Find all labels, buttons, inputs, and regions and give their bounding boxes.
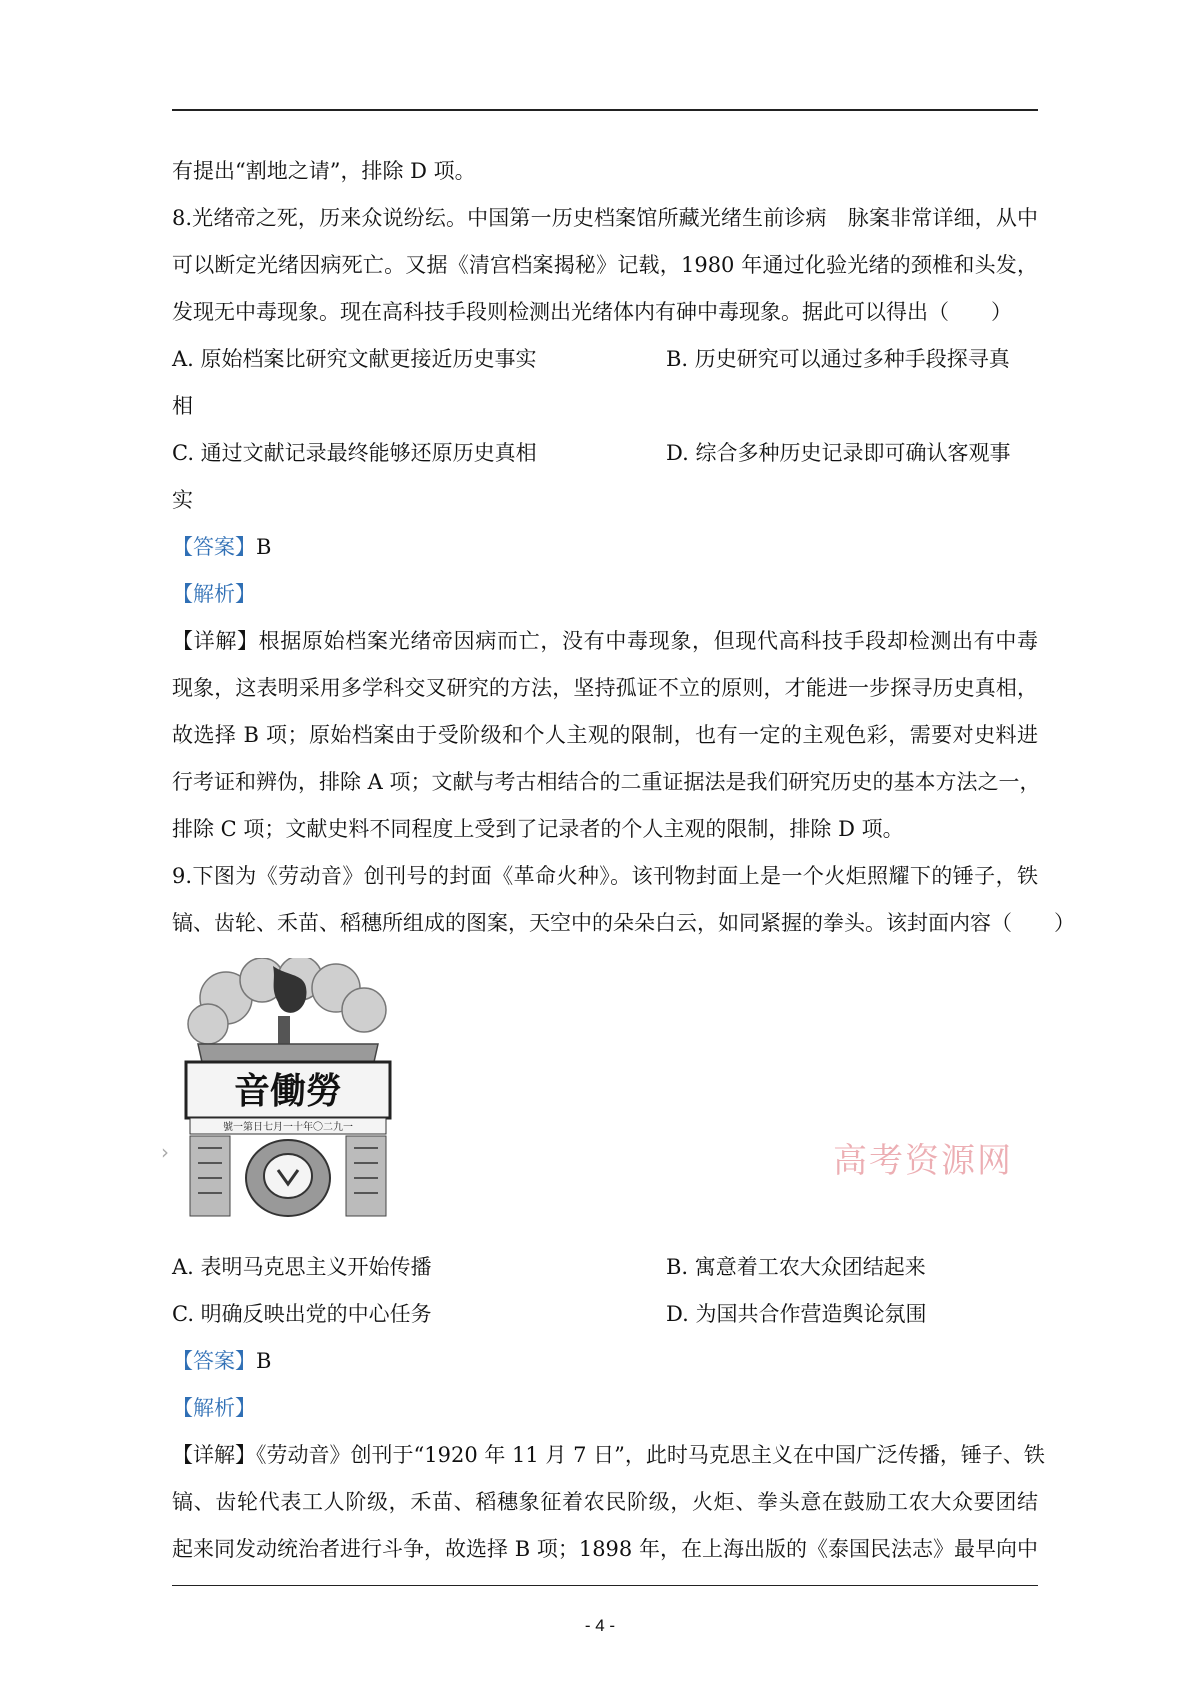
watermark: 高考资源网 bbox=[833, 1141, 1013, 1181]
q8-option-d: D. 综合多种历史记录即可确认客观事 bbox=[666, 441, 1011, 465]
text-line: 有提出“割地之请”，排除 D 项。 bbox=[172, 159, 476, 183]
q9-answer bbox=[172, 1346, 1038, 1376]
q8-answer bbox=[172, 532, 1038, 562]
q9-option-a: A. 表明马克思主义开始传播 bbox=[172, 1255, 432, 1279]
page-number: - 4 - bbox=[584, 1616, 616, 1635]
q9-option-d: D. 为国共合作营造舆论氛围 bbox=[666, 1302, 927, 1326]
q9-explanation: 起来同发动统治者进行斗争，故选择 B 项；1898 年，在上海出版的《泰国民法志》最早向中 bbox=[172, 1537, 1038, 1561]
answer-tag: 【答案】 bbox=[172, 1349, 256, 1373]
cover-date-line: 號一第日七月一十年〇二九一 bbox=[223, 1122, 353, 1133]
answer-tag: 【答案】 bbox=[172, 535, 256, 559]
explanation-text: 《劳动音》创刊于“1920 年 11 月 7 日”，此时马克思主义在中国广泛传播，锤子、铁 bbox=[256, 1443, 1045, 1467]
q8-explanation bbox=[172, 626, 1038, 656]
q9-analysis-heading bbox=[172, 1393, 1038, 1423]
footer-rule bbox=[172, 1585, 1038, 1586]
question-8-stem: 可以断定光绪因病死亡。又据《清宫档案揭秘》记载，1980 年通过化验光绪的颈椎和头发， bbox=[172, 253, 1038, 277]
detail-tag: 【详解】 bbox=[172, 629, 259, 653]
question-8-stem: 8.光绪帝之死，历来众说纷纭。中国第一历史档案馆所藏光绪生前诊病 脉案非常详细，从中 bbox=[172, 206, 1038, 230]
q8-option-c: C. 通过文献记录最终能够还原历史真相 bbox=[172, 441, 537, 465]
q8-explanation: 行考证和辨伪，排除 A 项；文献与考古相结合的二重证据法是我们研究历史的基本方法之一， bbox=[172, 770, 1041, 794]
question-9-stem: 镐、齿轮、禾苗、稻穗所组成的图案，天空中的朵朵白云，如同紧握的拳头。该封面内容（ ） bbox=[172, 911, 1075, 935]
q8-analysis-heading bbox=[172, 579, 1038, 609]
question-8-stem: 发现无中毒现象。现在高科技手段则检测出光绪体内有砷中毒现象。据此可以得出（ ） bbox=[172, 300, 1012, 324]
q8-option-d-wrap: 实 bbox=[172, 488, 193, 512]
q8-explanation: 现象，这表明采用多学科交叉研究的方法，坚持孤证不立的原则，才能进一步探寻历史真相， bbox=[172, 676, 1038, 700]
q9-explanation bbox=[172, 1440, 1045, 1470]
q8-option-b-wrap: 相 bbox=[172, 394, 193, 418]
question-9-stem: 9.下图为《劳动音》创刊号的封面《革命火种》。该刊物封面上是一个火炬照耀下的锤子，铁 bbox=[172, 864, 1038, 888]
q8-option-b: B. 历史研究可以通过多种手段探寻真 bbox=[666, 347, 1010, 371]
analysis-tag: 【解析】 bbox=[172, 582, 256, 606]
q9-option-b: B. 寓意着工农大众团结起来 bbox=[666, 1255, 926, 1279]
cover-masthead: 音働勞 bbox=[233, 1070, 343, 1112]
q8-explanation: 故选择 B 项；原始档案由于受阶级和个人主观的限制，也有一定的主观色彩，需要对史料进 bbox=[172, 723, 1038, 747]
magazine-cover-image bbox=[178, 958, 398, 1220]
q8-option-a: A. 原始档案比研究文献更接近历史事实 bbox=[172, 347, 537, 371]
q9-explanation: 镐、齿轮代表工人阶级，禾苗、稻穗象征着农民阶级，火炬、拳头意在鼓励工农大众要团结 bbox=[172, 1490, 1038, 1514]
header-rule bbox=[172, 109, 1038, 111]
analysis-tag: 【解析】 bbox=[172, 1396, 256, 1420]
q8-explanation: 排除 C 项；文献史料不同程度上受到了记录者的个人主观的限制，排除 D 项。 bbox=[172, 817, 904, 841]
answer-value: B bbox=[256, 535, 272, 559]
detail-tag: 【详解】 bbox=[172, 1443, 256, 1467]
q9-option-c: C. 明确反映出党的中心任务 bbox=[172, 1302, 432, 1326]
answer-value: B bbox=[256, 1349, 272, 1373]
arrow-mark-icon: › bbox=[161, 1140, 169, 1164]
explanation-text: 根据原始档案光绪帝因病而亡，没有中毒现象，但现代高科技手段却检测出有中毒 bbox=[258, 629, 1039, 653]
